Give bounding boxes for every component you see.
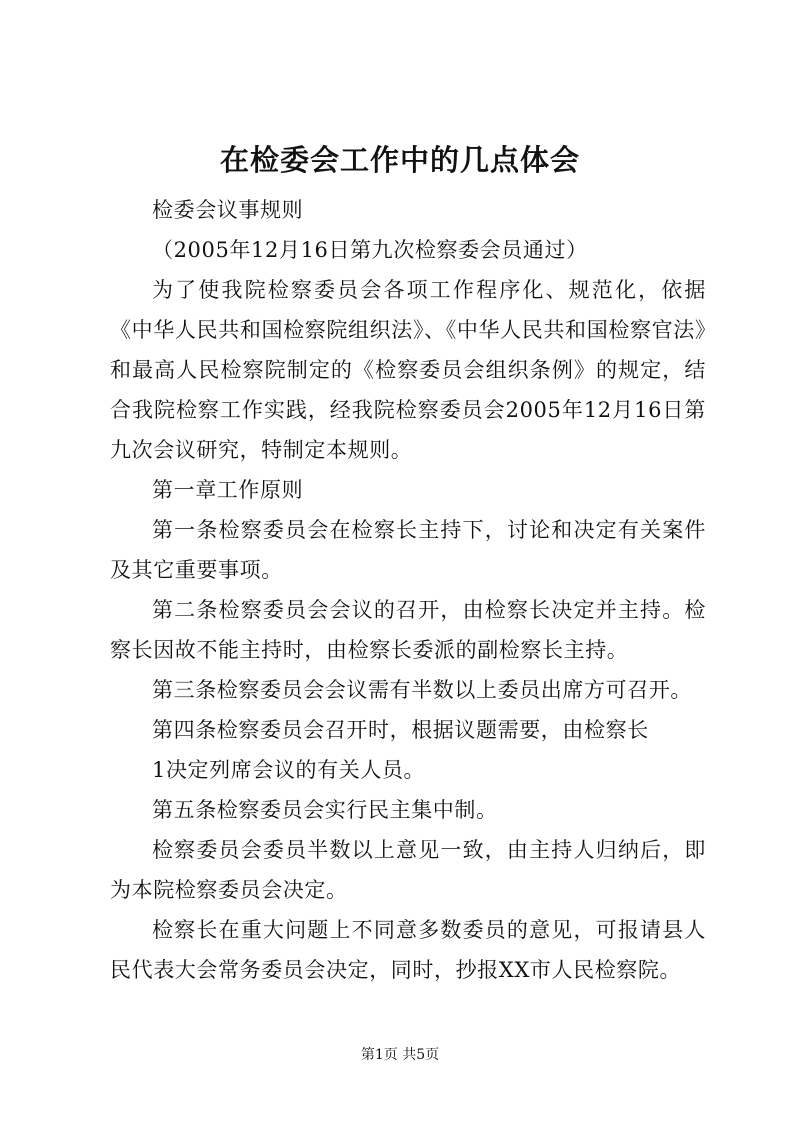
paragraph-majority-rule: 检察委员会委员半数以上意见一致，由主持人归纳后，即为本院检察委员会决定。 bbox=[110, 838, 706, 902]
paragraph-article-3: 第三条检察委员会会议需有半数以上委员出席方可召开。 bbox=[152, 678, 692, 702]
paragraph-article-5: 第五条检察委员会实行民主集中制。 bbox=[152, 798, 498, 822]
paragraph-article-2: 第二条检察委员会会议的召开，由检察长决定并主持。检察长因故不能主持时，由检察长委派的副检察长主持。 bbox=[110, 598, 706, 662]
paragraph-preamble: 为了使我院检察委员会各项工作程序化、规范化，依据《中华人民共和国检察院组织法》、《中华人民共和国检察官法》和最高人民检察院制定的《检察委员会组织条例》的规定，结合我院检察工作实践，经我院检察委员会2005年12月16日第九次会议研究，特制定本规则。 bbox=[110, 278, 706, 462]
paragraph-article-4-cont: 1决定列席会议的有关人员。 bbox=[152, 758, 426, 782]
document-body bbox=[110, 190, 706, 990]
paragraph-heading-rules: 检委会议事规则 bbox=[152, 198, 304, 222]
document-title: 在检委会工作中的几点体会 bbox=[219, 143, 580, 177]
paragraph-adoption-note: （2005年12月16日第九次检察委会员通过） bbox=[152, 238, 588, 262]
paragraph-article-4: 第四条检察委员会召开时，根据议题需要，由检察长 bbox=[152, 718, 649, 742]
page-number-footer: 第1页 共5页 bbox=[360, 1047, 440, 1063]
paragraph-chapter-1: 第一章工作原则 bbox=[152, 478, 304, 502]
paragraph-chief-disagreement: 检察长在重大问题上不同意多数委员的意见，可报请县人民代表大会常务委员会决定，同时，抄报XX市人民检察院。 bbox=[110, 918, 706, 982]
paragraph-article-1: 第一条检察委员会在检察长主持下，讨论和决定有关案件及其它重要事项。 bbox=[110, 518, 706, 582]
